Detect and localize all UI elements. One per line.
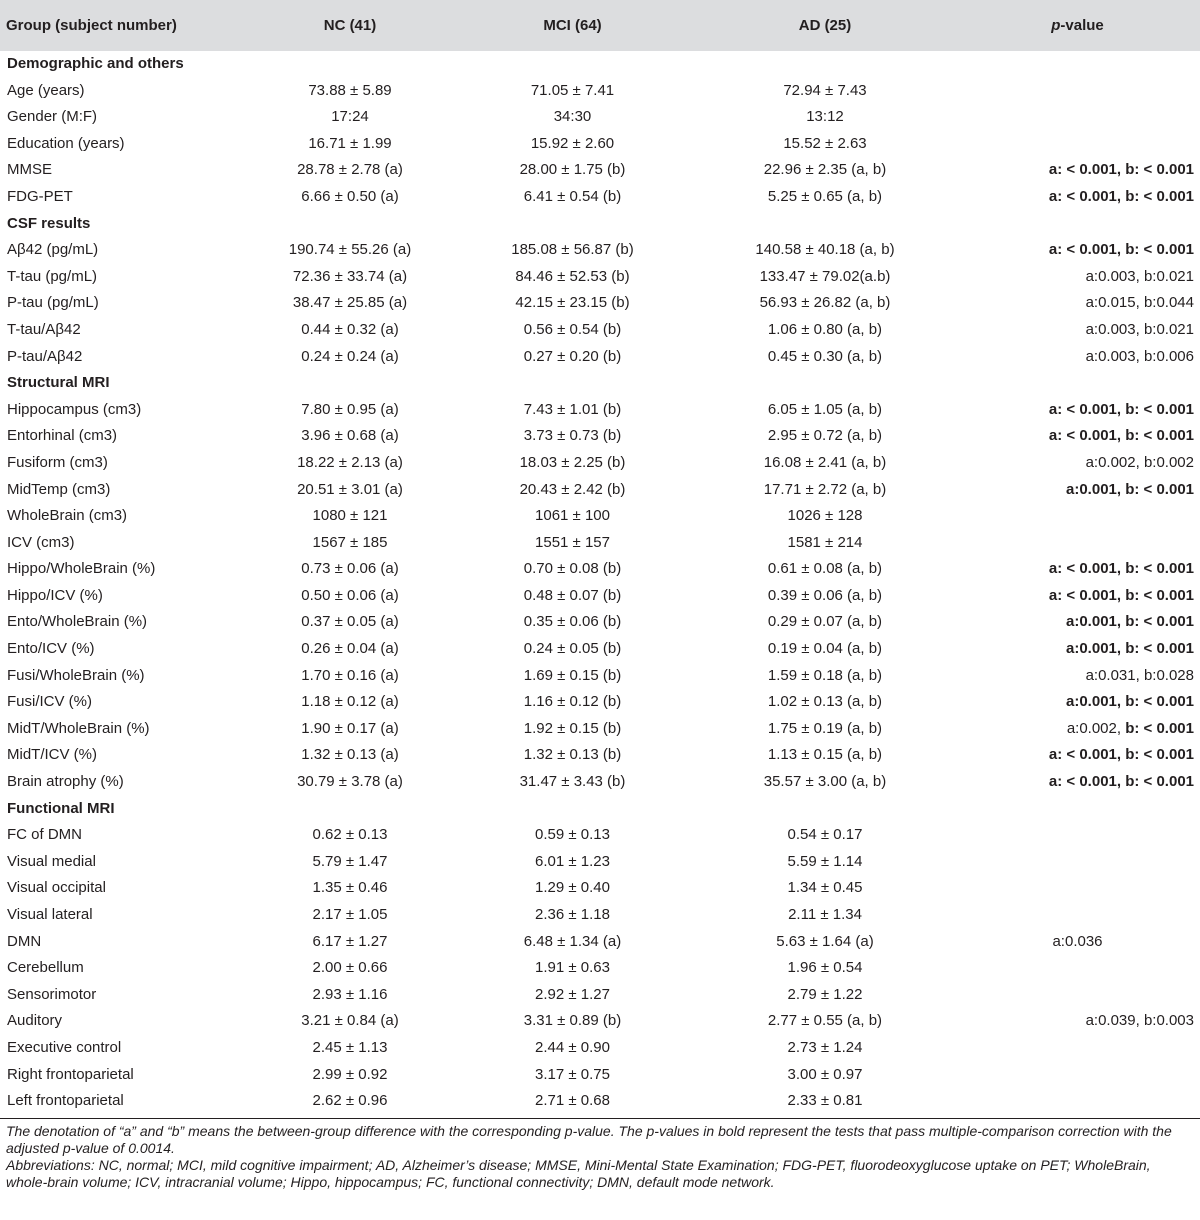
row-label: MidT/ICV (%): [7, 746, 97, 764]
section-title: Structural MRI: [7, 374, 110, 392]
row-label: Aβ42 (pg/mL): [7, 241, 99, 259]
cell-mci: 2.71 ± 0.68: [535, 1092, 610, 1110]
cell-nc: 20.51 ± 3.01 (a): [297, 480, 403, 498]
pvalue-part-bold: b: < 0.001: [1125, 719, 1194, 737]
row-label: Fusi/WholeBrain (%): [7, 666, 145, 684]
table-row: [0, 290, 1200, 317]
row-label: Ento/WholeBrain (%): [7, 613, 148, 631]
cell-mci: 1.91 ± 0.63: [535, 959, 610, 977]
cell-mci: 0.70 ± 0.08 (b): [523, 560, 622, 578]
table-row: [0, 875, 1200, 902]
cell-ad: 35.57 ± 3.00 (a, b): [763, 773, 887, 791]
cell-pvalue: a:0.039, b:0.003: [1085, 1012, 1194, 1030]
cell-nc: 0.50 ± 0.06 (a): [301, 586, 399, 604]
cell-mci: 1.16 ± 0.12 (b): [523, 693, 622, 711]
cell-mci: 1.92 ± 0.15 (b): [523, 719, 622, 737]
row-label: Brain atrophy (%): [7, 773, 124, 791]
cell-ad: 133.47 ± 79.02(a.b): [759, 267, 891, 285]
cell-ad: 1.34 ± 0.45: [787, 879, 863, 897]
row-label: Cerebellum: [7, 959, 84, 977]
row-label: MidT/WholeBrain (%): [7, 719, 150, 737]
header-mci: MCI (64): [543, 17, 602, 34]
cell-pvalue: [955, 131, 1200, 158]
cell-ad: 22.96 ± 2.35 (a, b): [763, 161, 887, 179]
cell-nc: 6.66 ± 0.50 (a): [301, 187, 399, 205]
footnote-denotation: The denotation of “a” and “b” means the between-group difference with the corresponding p-value. The p-values in bold represent the tests that pass multiple-comparison correction with the adjusted p-value of 0.0014.: [6, 1122, 1172, 1156]
cell-ad: 2.33 ± 0.81: [787, 1092, 863, 1110]
cell-mci: 31.47 ± 3.43 (b): [519, 773, 626, 791]
cell-pvalue: a:0.001, b: < 0.001: [1066, 640, 1194, 658]
cell-pvalue: a:0.002, b:0.002: [1085, 453, 1194, 471]
cell-pvalue: [955, 503, 1200, 530]
cell-nc: 30.79 ± 3.78 (a): [297, 773, 403, 791]
cell-pvalue: a: < 0.001, b: < 0.001: [1048, 427, 1194, 445]
cell-nc: 6.17 ± 1.27: [312, 932, 388, 950]
cell-nc: 1567 ± 185: [312, 533, 388, 551]
cell-pvalue: [955, 78, 1200, 105]
row-label: P-tau/Aβ42: [7, 347, 83, 365]
cell-nc: 2.62 ± 0.96: [312, 1092, 388, 1110]
cell-mci: 2.36 ± 1.18: [535, 906, 610, 923]
cell-pvalue: a:0.015, b:0.044: [1085, 294, 1194, 312]
table-row: [0, 530, 1200, 557]
cell-ad: 5.63 ± 1.64 (a): [776, 932, 874, 950]
cell-nc: 0.37 ± 0.05 (a): [301, 613, 399, 631]
row-label: Fusi/ICV (%): [7, 693, 93, 711]
cell-nc: 0.73 ± 0.06 (a): [301, 560, 399, 578]
header-pvalue: [955, 0, 1200, 51]
table-row: [0, 477, 1200, 504]
cell-nc: 38.47 ± 25.85 (a): [292, 294, 408, 312]
cell-nc: 3.21 ± 0.84 (a): [301, 1012, 399, 1030]
table-row: [0, 450, 1200, 477]
table-row: [0, 636, 1200, 663]
cell-pvalue: [955, 1088, 1200, 1115]
table-row: [0, 583, 1200, 610]
cell-ad: 1.59 ± 0.18 (a, b): [767, 666, 883, 684]
cell-ad: 5.59 ± 1.14: [787, 852, 863, 870]
header-pvalue-rest: -value: [1060, 17, 1104, 34]
cell-nc: 28.78 ± 2.78 (a): [297, 161, 403, 179]
table-body: [0, 51, 1200, 1115]
cell-nc: 190.74 ± 55.26 (a): [288, 241, 412, 259]
row-label: Ento/ICV (%): [7, 640, 95, 658]
cell-ad: 2.77 ± 0.55 (a, b): [767, 1012, 883, 1030]
table-row: [0, 237, 1200, 264]
cell-pvalue: a:0.001, b: < 0.001: [1066, 480, 1194, 498]
table-row: [0, 503, 1200, 530]
cell-ad: 3.00 ± 0.97: [787, 1065, 863, 1083]
cell-mci: 6.48 ± 1.34 (a): [523, 932, 622, 950]
cell-pvalue: a: < 0.001, b: < 0.001: [1048, 773, 1194, 791]
header-group: Group (subject number): [6, 17, 177, 34]
table-row: [0, 742, 1200, 769]
cell-ad: 5.25 ± 0.65 (a, b): [767, 187, 883, 205]
table-header: [0, 0, 1200, 51]
cell-ad: 2.73 ± 1.24: [787, 1038, 863, 1056]
table-row: [0, 609, 1200, 636]
cell-nc: 18.22 ± 2.13 (a): [297, 453, 403, 471]
cell-ad: 13:12: [806, 108, 844, 126]
table-row: [0, 716, 1200, 743]
cell-nc: 73.88 ± 5.89: [308, 81, 392, 99]
row-label: T-tau/Aβ42: [7, 320, 81, 338]
cell-mci: 1.29 ± 0.40: [535, 879, 610, 897]
cell-pvalue: [955, 902, 1200, 929]
cell-pvalue: a: < 0.001, b: < 0.001: [1048, 241, 1194, 259]
cell-mci: 6.41 ± 0.54 (b): [523, 187, 622, 205]
footnotes: [0, 1118, 1200, 1191]
cell-pvalue: a:0.001, b: < 0.001: [1066, 693, 1194, 711]
cell-ad: 1.96 ± 0.54: [787, 959, 863, 977]
row-label: Hippo/WholeBrain (%): [7, 560, 156, 578]
cell-mci: 0.48 ± 0.07 (b): [523, 586, 622, 604]
row-label: Visual lateral: [7, 906, 93, 923]
table-row: [0, 344, 1200, 371]
section-title: Functional MRI: [7, 799, 115, 817]
cell-mci: 3.31 ± 0.89 (b): [523, 1012, 622, 1030]
cell-nc: 0.24 ± 0.24 (a): [301, 347, 399, 365]
cell-nc: 7.80 ± 0.95 (a): [301, 400, 399, 418]
cell-ad: 1026 ± 128: [787, 507, 863, 525]
cell-pvalue: a: < 0.001, b: < 0.001: [1048, 560, 1194, 578]
cell-ad: 0.61 ± 0.08 (a, b): [767, 560, 883, 578]
row-label: Executive control: [7, 1038, 122, 1056]
row-label: DMN: [7, 932, 42, 950]
cell-pvalue: [955, 982, 1200, 1009]
section-header-row: [0, 370, 1200, 397]
cell-pvalue: [955, 849, 1200, 876]
header-pvalue-italic: p: [1051, 17, 1061, 34]
cell-mci: 1551 ± 157: [535, 533, 610, 551]
row-label: P-tau (pg/mL): [7, 294, 99, 312]
cell-mci: 84.46 ± 52.53 (b): [515, 267, 630, 285]
cell-pvalue: a:0.001, b: < 0.001: [1066, 613, 1194, 631]
table-row: [0, 1008, 1200, 1035]
row-label: MidTemp (cm3): [7, 480, 111, 498]
section-title: CSF results: [7, 214, 91, 232]
cell-mci: 0.24 ± 0.05 (b): [523, 640, 622, 658]
table-row: [0, 397, 1200, 424]
row-label: Left frontoparietal: [7, 1092, 124, 1110]
table-row: [0, 769, 1200, 796]
table-row: [0, 104, 1200, 131]
cell-nc: 2.17 ± 1.05: [312, 906, 388, 923]
cell-mci: 28.00 ± 1.75 (b): [519, 161, 626, 179]
cell-pvalue: a: < 0.001, b: < 0.001: [1048, 161, 1194, 179]
row-label: Age (years): [7, 81, 85, 99]
section-header-row: [0, 211, 1200, 238]
cell-ad: 0.29 ± 0.07 (a, b): [767, 613, 883, 631]
row-label: WholeBrain (cm3): [7, 507, 128, 525]
cell-mci: 3.17 ± 0.75: [535, 1065, 610, 1083]
cell-nc: 1.70 ± 0.16 (a): [301, 666, 399, 684]
table-row: [0, 423, 1200, 450]
table-row: [0, 1035, 1200, 1062]
row-label: FDG-PET: [7, 187, 73, 205]
cell-pvalue: a: < 0.001, b: < 0.001: [1048, 586, 1194, 604]
cell-pvalue: a:0.036: [1052, 932, 1103, 950]
cell-mci: 42.15 ± 23.15 (b): [515, 294, 630, 312]
row-label: T-tau (pg/mL): [7, 267, 98, 285]
cell-nc: 0.26 ± 0.04 (a): [301, 640, 399, 658]
cell-mci: 1.32 ± 0.13 (b): [523, 746, 622, 764]
cell-mci: 185.08 ± 56.87 (b): [511, 241, 634, 259]
table-row: [0, 264, 1200, 291]
table-row: [0, 663, 1200, 690]
cell-mci: 18.03 ± 2.25 (b): [519, 453, 626, 471]
table-row: [0, 317, 1200, 344]
table-row: [0, 822, 1200, 849]
cell-nc: 0.44 ± 0.32 (a): [301, 320, 399, 338]
row-label: Gender (M:F): [7, 108, 98, 126]
cell-ad: 17.71 ± 2.72 (a, b): [763, 480, 887, 498]
section-header-row: [0, 796, 1200, 823]
cell-ad: 2.95 ± 0.72 (a, b): [767, 427, 883, 445]
cell-pvalue: a: < 0.001, b: < 0.001: [1048, 400, 1194, 418]
row-label: ICV (cm3): [7, 533, 75, 551]
cell-mci: 20.43 ± 2.42 (b): [519, 480, 626, 498]
pvalue-part-normal: a:0.002,: [1066, 719, 1126, 737]
row-label: FC of DMN: [7, 826, 82, 844]
cell-nc: 16.71 ± 1.99: [308, 134, 392, 152]
cell-nc: 1.18 ± 0.12 (a): [301, 693, 399, 711]
cell-pvalue: [955, 875, 1200, 902]
cell-mci: 0.56 ± 0.54 (b): [523, 320, 622, 338]
cell-mci: 71.05 ± 7.41: [530, 81, 615, 99]
cell-ad: 2.11 ± 1.34: [788, 906, 862, 923]
cell-mci: 0.59 ± 0.13: [535, 826, 610, 844]
cell-pvalue: [955, 716, 1200, 743]
cell-ad: 1.75 ± 0.19 (a, b): [767, 719, 883, 737]
cell-mci: 15.92 ± 2.60: [530, 134, 615, 152]
cell-ad: 15.52 ± 2.63: [783, 134, 867, 152]
cell-nc: 72.36 ± 33.74 (a): [292, 267, 408, 285]
cell-ad: 0.19 ± 0.04 (a, b): [767, 640, 883, 658]
cell-nc: 3.96 ± 0.68 (a): [301, 427, 399, 445]
cell-pvalue: a:0.003, b:0.021: [1085, 267, 1194, 285]
row-label: Fusiform (cm3): [7, 453, 108, 471]
header-row: [0, 0, 1200, 51]
row-label: Visual medial: [7, 852, 96, 870]
table-row: [0, 902, 1200, 929]
table-row: [0, 849, 1200, 876]
table-row: [0, 1088, 1200, 1115]
cell-mci: 3.73 ± 0.73 (b): [523, 427, 622, 445]
section-title: Demographic and others: [7, 55, 184, 72]
table-row: [0, 929, 1200, 956]
cell-nc: 0.62 ± 0.13: [312, 826, 388, 844]
cell-ad: 16.08 ± 2.41 (a, b): [763, 453, 887, 471]
cell-ad: 72.94 ± 7.43: [783, 81, 867, 99]
cell-pvalue: [955, 530, 1200, 557]
cell-ad: 1.13 ± 0.15 (a, b): [767, 746, 883, 764]
cell-ad: 0.45 ± 0.30 (a, b): [767, 347, 883, 365]
footnote-abbreviations: Abbreviations: NC, normal; MCI, mild cognitive impairment; AD, Alzheimer’s disease; MMSE, Mini-Mental State Examination; FDG-PET, fluorodeoxyglucose uptake on PET; WholeBrain, whole-brain volume; ICV, intracranial volume; Hippo, hippocampus; FC, functional connectivity; DMN, default mode network.: [6, 1156, 1151, 1190]
cell-nc: 2.99 ± 0.92: [312, 1065, 388, 1083]
cell-mci: 6.01 ± 1.23: [535, 852, 610, 870]
table-row: [0, 157, 1200, 184]
cell-mci: 1.69 ± 0.15 (b): [523, 666, 622, 684]
cell-nc: 2.93 ± 1.16: [312, 985, 388, 1003]
table-row: [0, 556, 1200, 583]
row-label: Auditory: [7, 1012, 63, 1030]
cell-ad: 140.58 ± 40.18 (a, b): [755, 241, 895, 259]
cell-nc: 1080 ± 121: [312, 507, 388, 525]
cell-pvalue: a: < 0.001, b: < 0.001: [1048, 746, 1194, 764]
cell-mci: 34:30: [553, 108, 592, 126]
section-header-row: [0, 51, 1200, 78]
cell-nc: 5.79 ± 1.47: [312, 852, 388, 870]
cell-mci: 7.43 ± 1.01 (b): [523, 400, 622, 418]
cell-nc: 17:24: [331, 108, 369, 126]
cell-mci: 2.44 ± 0.90: [535, 1038, 610, 1056]
cell-ad: 1.06 ± 0.80 (a, b): [767, 320, 883, 338]
table-row: [0, 184, 1200, 211]
cell-ad: 0.54 ± 0.17: [787, 826, 863, 844]
cell-ad: 1.02 ± 0.13 (a, b): [767, 693, 883, 711]
table-row: [0, 78, 1200, 105]
cell-pvalue: [955, 822, 1200, 849]
header-nc: NC (41): [323, 17, 377, 34]
cell-nc: 1.32 ± 0.13 (a): [301, 746, 399, 764]
cell-pvalue: a: < 0.001, b: < 0.001: [1048, 187, 1194, 205]
cell-mci: 2.92 ± 1.27: [535, 985, 610, 1003]
row-label: Entorhinal (cm3): [7, 427, 118, 445]
cell-pvalue: a:0.031, b:0.028: [1085, 666, 1194, 684]
cell-pvalue: [955, 104, 1200, 131]
table-row: [0, 982, 1200, 1009]
cell-ad: 56.93 ± 26.82 (a, b): [759, 294, 891, 312]
cell-mci: 1061 ± 100: [535, 507, 610, 525]
cell-nc: 1.35 ± 0.46: [312, 879, 388, 897]
cell-nc: 2.00 ± 0.66: [312, 959, 388, 977]
cell-pvalue: [955, 1035, 1200, 1062]
cell-ad: 6.05 ± 1.05 (a, b): [767, 400, 883, 418]
cell-pvalue: [955, 1062, 1200, 1089]
cell-nc: 2.45 ± 1.13: [312, 1038, 388, 1056]
cell-mci: 0.27 ± 0.20 (b): [523, 347, 622, 365]
cell-pvalue: [955, 955, 1200, 982]
cell-pvalue: a:0.003, b:0.021: [1085, 320, 1194, 338]
table-row: [0, 1062, 1200, 1089]
table-row: [0, 131, 1200, 158]
cell-ad: 2.79 ± 1.22: [787, 985, 863, 1003]
row-label: Sensorimotor: [7, 985, 97, 1003]
cell-ad: 0.39 ± 0.06 (a, b): [767, 586, 883, 604]
row-label: Hippo/ICV (%): [7, 586, 103, 604]
row-label: Hippocampus (cm3): [7, 400, 142, 418]
table-row: [0, 689, 1200, 716]
cell-pvalue: a:0.003, b:0.006: [1085, 347, 1194, 365]
cell-nc: 1.90 ± 0.17 (a): [301, 719, 399, 737]
cell-mci: 0.35 ± 0.06 (b): [523, 613, 622, 631]
header-ad: AD (25): [798, 17, 852, 34]
table-row: [0, 955, 1200, 982]
row-label: Right frontoparietal: [7, 1065, 134, 1083]
row-label: MMSE: [7, 161, 52, 179]
row-label: Visual occipital: [7, 879, 106, 897]
cell-ad: 1581 ± 214: [787, 533, 863, 551]
row-label: Education (years): [7, 134, 125, 152]
